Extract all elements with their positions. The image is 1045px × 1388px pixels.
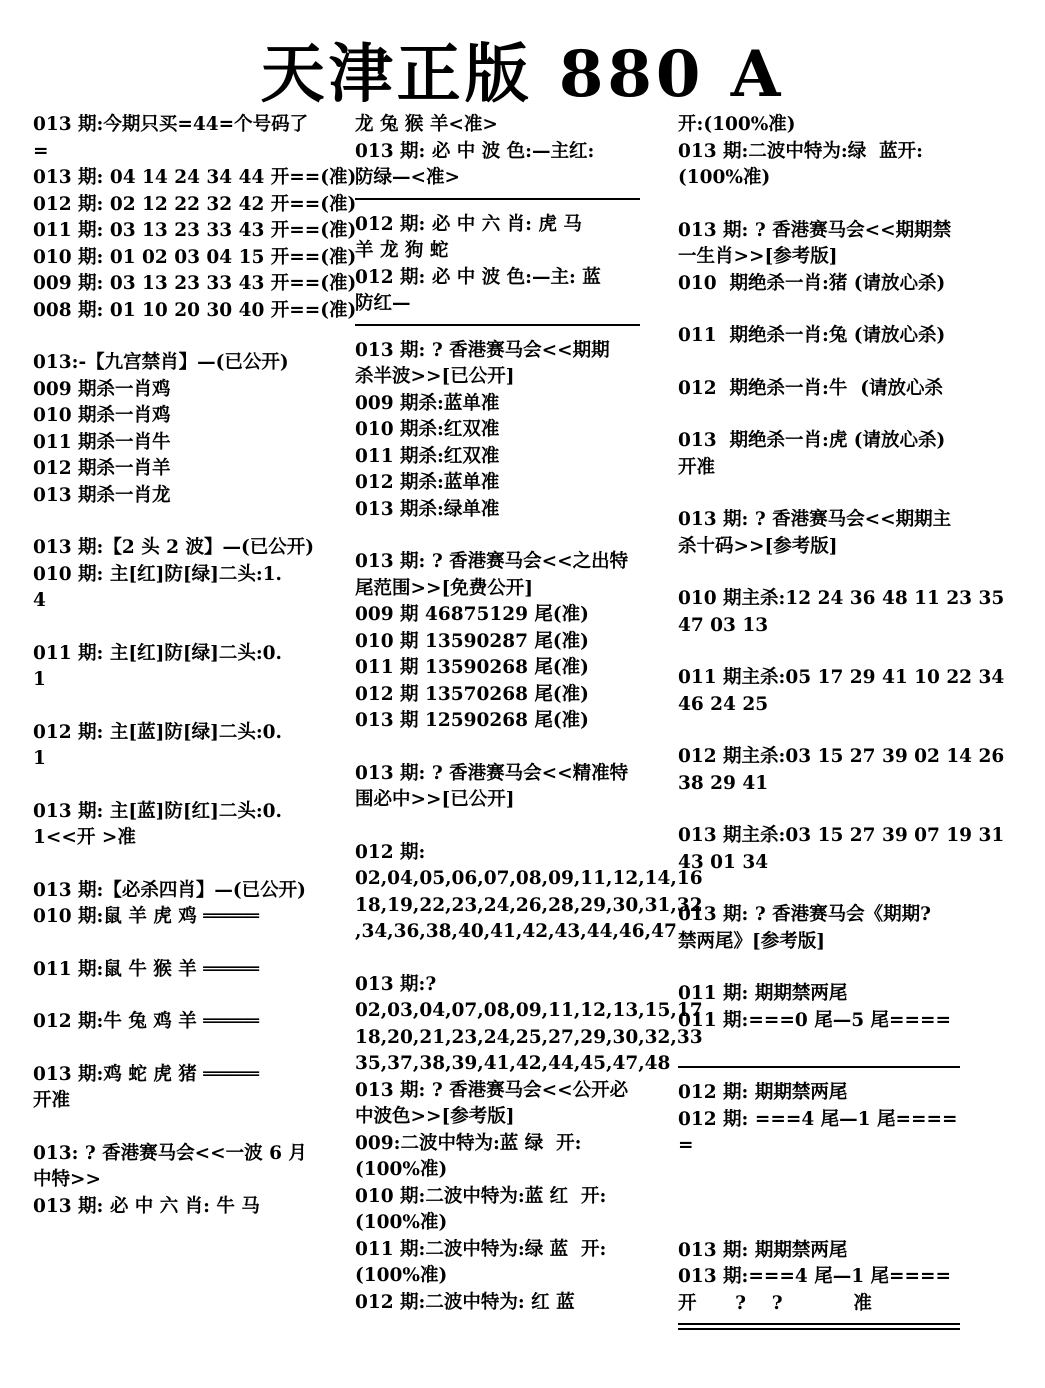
text-line: (100%准)	[355, 1159, 448, 1180]
text-line: 009 期杀:蓝单准	[355, 392, 500, 414]
spacer	[678, 1034, 960, 1060]
text-line: 防绿—<准>	[355, 167, 461, 188]
text-line: 4	[33, 590, 46, 611]
spacer	[678, 402, 960, 428]
text-line: 尾范围>>[免费公开]	[355, 577, 534, 599]
spacer	[678, 350, 960, 376]
page-title: 天津正版 880 A	[260, 37, 785, 112]
text-line: 013: ? 香港赛马会<<一波 6 月	[33, 1142, 307, 1164]
spacer	[678, 639, 960, 665]
text-line: 012 期: 必 中 波 色:—主: 蓝	[355, 266, 601, 288]
text-line: 011 期绝杀一肖:兔 (请放心杀)	[678, 325, 946, 346]
text-line: 012 期主杀:03 15 27 39 02 14 26	[678, 746, 1005, 767]
spacer	[355, 814, 640, 840]
text-line: 013 期主杀:03 15 27 39 07 19 31	[678, 825, 1005, 846]
text-line: 开准	[33, 1090, 71, 1111]
text-line: 012 期: 期期禁两尾	[678, 1082, 848, 1103]
text-line: 011 期杀一肖牛	[33, 431, 171, 453]
text-line: 38 29 41	[678, 772, 769, 794]
text-line: 011 期杀:红双准	[355, 445, 500, 467]
text-line: 防红—	[355, 293, 411, 314]
text-line: 18,20,21,23,24,25,27,29,30,32,33	[355, 1026, 703, 1048]
text-line: 一生肖>>[参考版]	[678, 246, 838, 267]
spacer	[355, 324, 640, 338]
text-line: 中特>>	[33, 1169, 102, 1190]
spacer	[678, 1160, 960, 1186]
text-line: 013 期: 期期禁两尾	[678, 1239, 848, 1261]
text-line: 开准	[678, 456, 716, 478]
text-line: (100%准)	[355, 1212, 448, 1233]
spacer	[678, 876, 960, 902]
text-line: 012 期: 02 12 22 32 42 开==(准)	[33, 193, 357, 215]
text-line: 010 期绝杀一肖:猪 (请放心杀)	[678, 272, 946, 294]
text-line: 013 期: ? 香港赛马会<<精准特	[355, 762, 629, 784]
spacer	[678, 1066, 960, 1080]
text-line: 013 期:【必杀四肖】—(已公开)	[33, 879, 306, 901]
text-line: 011 期: 03 13 23 33 43 开==(准)	[33, 220, 357, 241]
column-left	[33, 112, 357, 1220]
text-line: 012 期杀:蓝单准	[355, 472, 500, 493]
text-line: 013 期: ? 香港赛马会<<期期	[355, 339, 610, 361]
text-line: 1	[33, 748, 46, 769]
spacer	[678, 297, 960, 323]
divider	[678, 1066, 960, 1068]
spacer	[678, 718, 960, 744]
text-line: 010 期:鼠 羊 虎 鸡 ═════	[33, 906, 259, 927]
text-line: 010 期: 主[红]防[绿]二头:1.	[33, 563, 282, 585]
text-line: 013 期: 必 中 波 色:—主红:	[355, 140, 595, 162]
spacer	[355, 198, 640, 212]
text-line: 羊 龙 狗 蛇	[355, 240, 449, 261]
text-line: 013 期绝杀一肖:虎 (请放心杀)	[678, 430, 946, 451]
text-line: 禁两尾》[参考版]	[678, 930, 826, 952]
text-line: 013 期: ? 香港赛马会<<公开必	[355, 1079, 629, 1101]
text-line: 18,19,22,23,24,26,28,29,30,31,32	[355, 894, 703, 916]
text-line: 013 期: ? 香港赛马会<<期期主	[678, 509, 952, 530]
text-line: 013 期:===4 尾—1 尾====	[678, 1266, 952, 1287]
text-line: 009 期: 03 13 23 33 43 开==(准)	[33, 273, 357, 294]
text-line: 47 03 13	[678, 614, 769, 636]
spacer	[33, 931, 323, 957]
text-line: 010 期 13590287 尾(准)	[355, 630, 589, 652]
text-line: 013 期: ? 香港赛马会<<之出特	[355, 551, 629, 572]
text-line: 011 期:===0 尾—5 尾====	[678, 1009, 952, 1031]
text-line: 杀十码>>[参考版]	[678, 535, 838, 557]
spacer	[678, 192, 960, 218]
text-line: 1	[33, 669, 46, 690]
text-line: 012 期: ===4 尾—1 尾====	[678, 1108, 958, 1130]
text-line: 02,03,04,07,08,09,11,12,13,15,17	[355, 1000, 703, 1021]
text-line: 011 期主杀:05 17 29 41 10 22 34	[678, 667, 1005, 688]
text-line: =	[678, 1135, 694, 1156]
text-line: 013 期:二波中特为:绿 蓝开:	[678, 140, 923, 162]
spacer	[355, 735, 640, 761]
text-line: 009:二波中特为:蓝 绿 开:	[355, 1132, 582, 1154]
text-line: 008 期: 01 10 20 30 40 开==(准)	[33, 299, 357, 321]
text-line: =	[33, 140, 49, 162]
text-line: 011 期:二波中特为:绿 蓝 开:	[355, 1238, 607, 1260]
text-line: 013 期:鸡 蛇 虎 猪 ═════	[33, 1063, 259, 1085]
text-line: 中波色>>[参考版]	[355, 1106, 515, 1127]
spacer	[33, 615, 323, 641]
text-line: 012 期:二波中特为: 红 蓝	[355, 1291, 575, 1313]
text-line: 开 ? ? 准	[678, 1292, 872, 1314]
text-line: (100%准)	[355, 1265, 448, 1286]
text-line: 010 期: 01 02 03 04 15 开==(准)	[33, 246, 357, 268]
spacer	[355, 946, 640, 972]
text-line: 013 期杀一肖龙	[33, 484, 171, 506]
text-line: 013:-【九宫禁肖】—(已公开)	[33, 352, 289, 373]
text-line: 010 期主杀:12 24 36 48 11 23 35	[678, 588, 1005, 609]
text-line: 009 期 46875129 尾(准)	[355, 604, 589, 625]
text-line: 013 期: 04 14 24 34 44 开==(准)	[33, 167, 357, 188]
text-line: ,34,36,38,40,41,42,43,44,46,47	[355, 921, 677, 942]
text-line: 013 期:?	[355, 973, 437, 995]
spacer	[33, 1036, 323, 1062]
text-line: 开:(100%准)	[678, 114, 796, 135]
text-line: 012 期: 主[蓝]防[绿]二头:0.	[33, 721, 282, 743]
divider	[678, 1323, 960, 1330]
text-line: 010 期杀一肖鸡	[33, 405, 171, 426]
spacer	[33, 983, 323, 1009]
text-line: 013 期: ? 香港赛马会<<期期禁	[678, 219, 952, 241]
text-line: 011 期: 主[红]防[绿]二头:0.	[33, 642, 282, 664]
text-line: 010 期:二波中特为:蓝 红 开:	[355, 1185, 607, 1207]
text-line: 013 期杀:绿单准	[355, 498, 500, 520]
text-line: 杀半波>>[已公开]	[355, 366, 515, 387]
spacer	[33, 852, 323, 878]
spacer	[33, 1115, 323, 1141]
text-line: 1<<开 >准	[33, 827, 136, 848]
text-line: 009 期杀一肖鸡	[33, 378, 171, 400]
spacer	[33, 509, 323, 535]
spacer	[33, 694, 323, 720]
text-line: 013 期 12590268 尾(准)	[355, 710, 589, 731]
text-line: 012 期: 必 中 六 肖: 虎 马	[355, 213, 582, 235]
spacer	[678, 1212, 960, 1238]
text-line: 013 期: 必 中 六 肖: 牛 马	[33, 1195, 260, 1217]
spacer	[678, 560, 960, 586]
spacer	[678, 955, 960, 981]
text-line: 012 期绝杀一肖:牛 (请放心杀	[678, 377, 943, 399]
text-line: 龙 兔 猴 羊<准>	[355, 114, 498, 135]
column-right	[678, 112, 1005, 1336]
text-line: 43 01 34	[678, 851, 769, 873]
text-line: 围必中>>[已公开]	[355, 789, 515, 810]
text-line: 013 期:今期只买=44=个号码了	[33, 114, 309, 135]
spacer	[33, 773, 323, 799]
text-line: 012 期 13570268 尾(准)	[355, 683, 589, 705]
text-line: (100%准)	[678, 167, 771, 188]
text-line: 35,37,38,39,41,42,44,45,47,48	[355, 1053, 671, 1074]
text-line: 010 期杀:红双准	[355, 419, 500, 440]
divider	[355, 324, 640, 326]
text-line: 011 期:鼠 牛 猴 羊 ═════	[33, 958, 259, 980]
text-line: 012 期:	[355, 841, 426, 863]
spacer	[678, 797, 960, 823]
text-line: 011 期 13590268 尾(准)	[355, 657, 589, 678]
text-line: 013 期: 主[蓝]防[红]二头:0.	[33, 800, 282, 822]
text-line: 02,04,05,06,07,08,09,11,12,14,16	[355, 868, 703, 889]
spacer	[355, 523, 640, 549]
text-line: 012 期:牛 兔 鸡 羊 ═════	[33, 1011, 259, 1032]
text-line: 013 期:【2 头 2 波】—(已公开)	[33, 537, 314, 558]
text-line: 012 期杀一肖羊	[33, 458, 171, 479]
text-line: 013 期: ? 香港赛马会《期期?	[678, 904, 931, 925]
divider	[355, 198, 640, 200]
spacer	[33, 324, 323, 350]
text-line: 46 24 25	[678, 693, 769, 715]
text-line: 011 期: 期期禁两尾	[678, 983, 848, 1004]
spacer	[678, 481, 960, 507]
spacer	[678, 1186, 960, 1212]
